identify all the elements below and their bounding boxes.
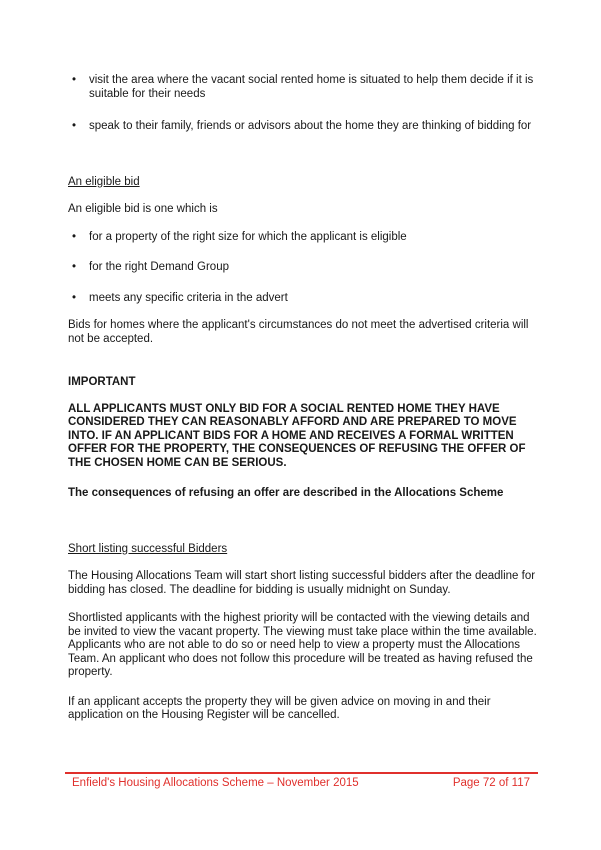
important-heading: IMPORTANT [68, 376, 136, 388]
list-item: • meets any specific criteria in the advert [68, 292, 539, 306]
section-heading-shortlisting: Short listing successful Bidders [68, 542, 228, 555]
list-item: • for a property of the right size for which the applicant is eligible [68, 231, 539, 245]
section-heading-eligible-bid: An eligible bid [68, 175, 140, 188]
shortlisting-paragraph: Shortlisted applicants with the highest priority will be contacted with the viewing details and be invited to view the vacant property. The viewing must take place within the time available. Applicants who are not able to do so or need help to view a property must the Allocations Team. An applicant who does not follow this procedure will be treated as having refused the property. [68, 612, 537, 678]
list-item: • speak to their family, friends or advisors about the home they are thinking of bidding for [68, 120, 539, 134]
intro-bullet-list [68, 74, 539, 134]
footer-rule [65, 772, 538, 774]
footer-page-number: Page 72 of 117 [452, 777, 530, 789]
important-note: The consequences of refusing an offer are described in the Allocations Scheme [68, 487, 504, 499]
eligible-bid-bullet-list [68, 231, 539, 306]
shortlisting-paragraph: The Housing Allocations Team will start short listing successful bidders after the deadline for bidding has closed. The deadline for bidding is usually midnight on Sunday. [68, 570, 536, 596]
document-body [68, 74, 539, 723]
eligible-bid-note: Bids for homes where the applicant's circumstances do not meet the advertised criteria will not be accepted. [68, 319, 529, 345]
list-item: • for the right Demand Group [68, 261, 539, 275]
footer-document-title: Enfield's Housing Allocations Scheme – November 2015 [72, 777, 359, 789]
list-item: • visit the area where the vacant social rented home is situated to help them decide if it is suitable for their needs [68, 74, 539, 101]
shortlisting-paragraph: If an applicant accepts the property they will be given advice on moving in and their application on the Housing Register will be cancelled. [68, 695, 491, 721]
important-body: ALL APPLICANTS MUST ONLY BID FOR A SOCIAL RENTED HOME THEY HAVE CONSIDERED THEY CAN REASONABLY AFFORD AND ARE PREPARED TO MOVE INTO. IF AN APPLICANT BIDS FOR A HOME AND RECEIVES A FORMAL WRITTEN OFFER FOR THE PROPERTY, THE CONSEQUENCES OF REFUSING THE OFFER OF THE CHOSEN HOME CAN BE SERIOUS. [68, 402, 526, 469]
page-footer [65, 777, 538, 791]
eligible-bid-intro: An eligible bid is one which is [68, 203, 218, 215]
